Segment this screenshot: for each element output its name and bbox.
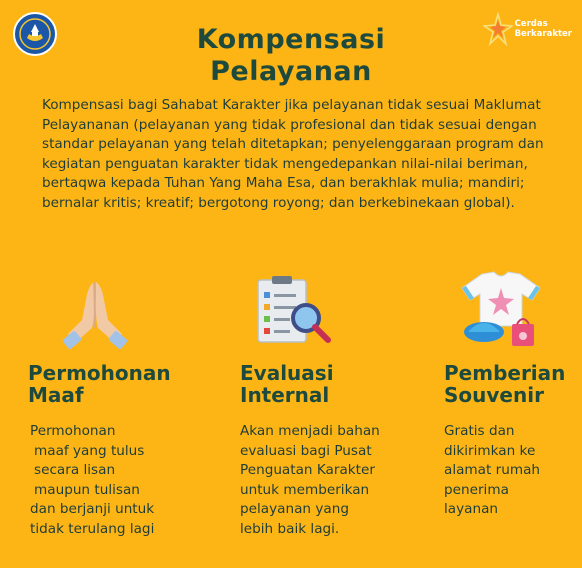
title-line2: Pelayanan xyxy=(210,56,372,87)
desc-line: maaf yang tulus xyxy=(34,442,145,459)
desc-line: maupun tulisan xyxy=(34,481,140,498)
column-title-line2: Souvenir xyxy=(444,383,544,407)
desc-line: tidak terulang lagi xyxy=(30,520,155,537)
desc-line: Gratis dan xyxy=(444,423,515,439)
title-line1: Kompensasi xyxy=(196,24,386,55)
column-title-line1: Evaluasi xyxy=(240,361,334,385)
desc-line: pelayanan yang xyxy=(240,501,349,518)
desc-line: alamat rumah xyxy=(444,462,541,479)
clipboard-magnifier-icon xyxy=(252,274,334,354)
column-title-line2: Internal xyxy=(240,383,330,407)
column-title xyxy=(28,362,171,406)
desc-line: evaluasi bagi Pusat xyxy=(240,442,372,459)
desc-line: secara lisan xyxy=(34,462,116,479)
page-title xyxy=(0,24,582,88)
column-title-line2: Maaf xyxy=(28,383,84,407)
column-description xyxy=(30,422,200,540)
column-title xyxy=(444,362,565,406)
praying-hands-icon xyxy=(58,276,132,350)
intro-paragraph: Kompensasi bagi Sahabat Karakter jika pelayanan tidak sesuai Maklumat Pelayananan (pelayanan yang tidak profesional dan tidak sesuai dengan standar pelayanan yang telah ditetapkan; penyelenggaraan program dan kegiatan penguatan karakter tidak mengedepankan nilai-nilai beriman, bertaqwa kepada Tuhan Yang Maha Esa, dan berakhlak mulia; mandiri; bernalar kritis; kreatif; bergotong royong; dan berkebinekaan global). xyxy=(42,97,544,211)
desc-line: lebih baik lagi. xyxy=(240,520,340,537)
column-description xyxy=(444,422,574,520)
column-title xyxy=(240,362,334,406)
desc-line: dan berjanji untuk xyxy=(30,501,155,518)
desc-line: Akan menjadi bahan xyxy=(240,423,380,439)
desc-line: layanan xyxy=(444,501,499,518)
brand-line2: Berkarakter xyxy=(514,29,572,39)
column-title-line1: Pemberian xyxy=(444,361,566,385)
desc-line: untuk memberikan xyxy=(240,481,370,498)
desc-line: penerima xyxy=(444,481,509,498)
desc-line: dikirimkan ke xyxy=(444,442,536,459)
souvenir-icon xyxy=(454,270,548,352)
desc-line: Permohonan xyxy=(30,423,116,439)
column-description xyxy=(240,422,420,540)
brand-line1: Cerdas xyxy=(514,19,548,29)
desc-line: Penguatan Karakter xyxy=(240,462,375,479)
column-title-line1: Permohonan xyxy=(28,361,171,385)
